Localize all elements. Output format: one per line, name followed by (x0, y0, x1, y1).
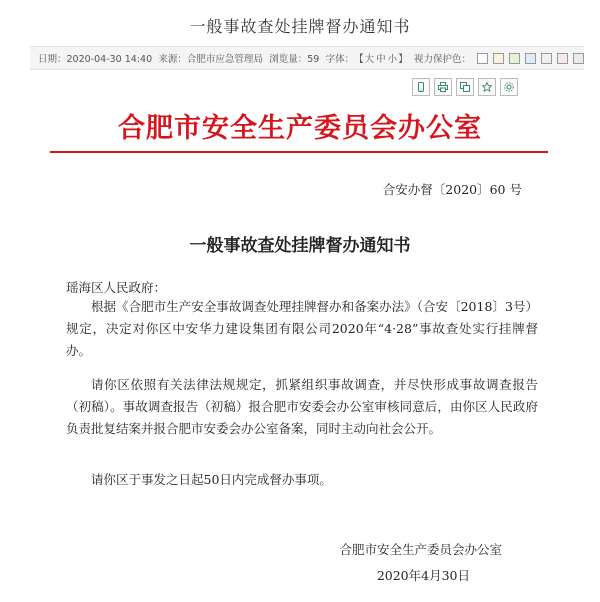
vision-color-swatches (477, 53, 584, 64)
vision-color-swatch[interactable] (509, 53, 520, 64)
red-divider-line (50, 151, 548, 153)
signature-date: 2020年4月30日 (376, 568, 470, 583)
font-size-small-button[interactable]: 小 (387, 54, 398, 65)
body-paragraph: 根据《合肥市生产安全事故调查处理挂牌督办和备案办法》（合安〔2018〕3号）规定，决定对你区中安华力建设集团有限公司2020年“4·28”事故查处实行挂牌督办。 (66, 299, 538, 358)
article-toolbar (412, 78, 518, 96)
salutation: 瑶海区人民政府： (66, 280, 167, 295)
font-bracket-close: 】 (398, 54, 408, 65)
phone-icon[interactable] (412, 78, 430, 96)
body-paragraph: 请你区于事发之日起50日内完成督办事项。 (91, 472, 332, 487)
vision-protect-label: 视力保护色： (414, 54, 472, 65)
page-title: 一般事故查处挂牌督办通知书 (189, 17, 411, 36)
issuer-heading: 合肥市安全生产委员会办公室 (118, 113, 482, 144)
font-bracket-open: 【 (354, 54, 364, 65)
vision-color-swatch[interactable] (573, 53, 584, 64)
source-label: 来源：合肥市应急管理局 (158, 54, 263, 65)
vision-color-swatch[interactable] (525, 53, 536, 64)
share-icon[interactable] (500, 78, 518, 96)
font-size-medium-button[interactable]: 中 (376, 54, 386, 65)
print-icon[interactable] (434, 78, 452, 96)
vision-color-swatch[interactable] (541, 53, 552, 64)
vision-color-swatch[interactable] (477, 53, 488, 64)
body-paragraph: 请你区依照有关法律法规规定，抓紧组织事故调查，并尽快形成事故调查报告（初稿）。事故调查报告（初稿）报合肥市安委会办公室审核同意后，由你区人民政府负责批复结案并报合肥市安委会办公室备案，同时主动向社会公开。 (66, 377, 538, 436)
vision-color-swatch[interactable] (493, 53, 504, 64)
view-count: 浏览量：59 (269, 54, 320, 65)
font-size-label: 字体： (325, 54, 355, 65)
signature-organization: 合肥市安全生产委员会办公室 (339, 542, 502, 557)
star-icon[interactable] (478, 78, 496, 96)
publish-date: 日期：2020-04-30 14:40 (38, 54, 153, 65)
font-size-large-button[interactable]: 大 (364, 54, 375, 65)
document-title: 一般事故查处挂牌督办通知书 (189, 236, 411, 256)
article-meta-bar (30, 46, 584, 70)
copy-icon[interactable] (456, 78, 474, 96)
vision-color-swatch[interactable] (557, 53, 568, 64)
document-number: 合安办督〔2020〕60 号 (382, 182, 522, 197)
